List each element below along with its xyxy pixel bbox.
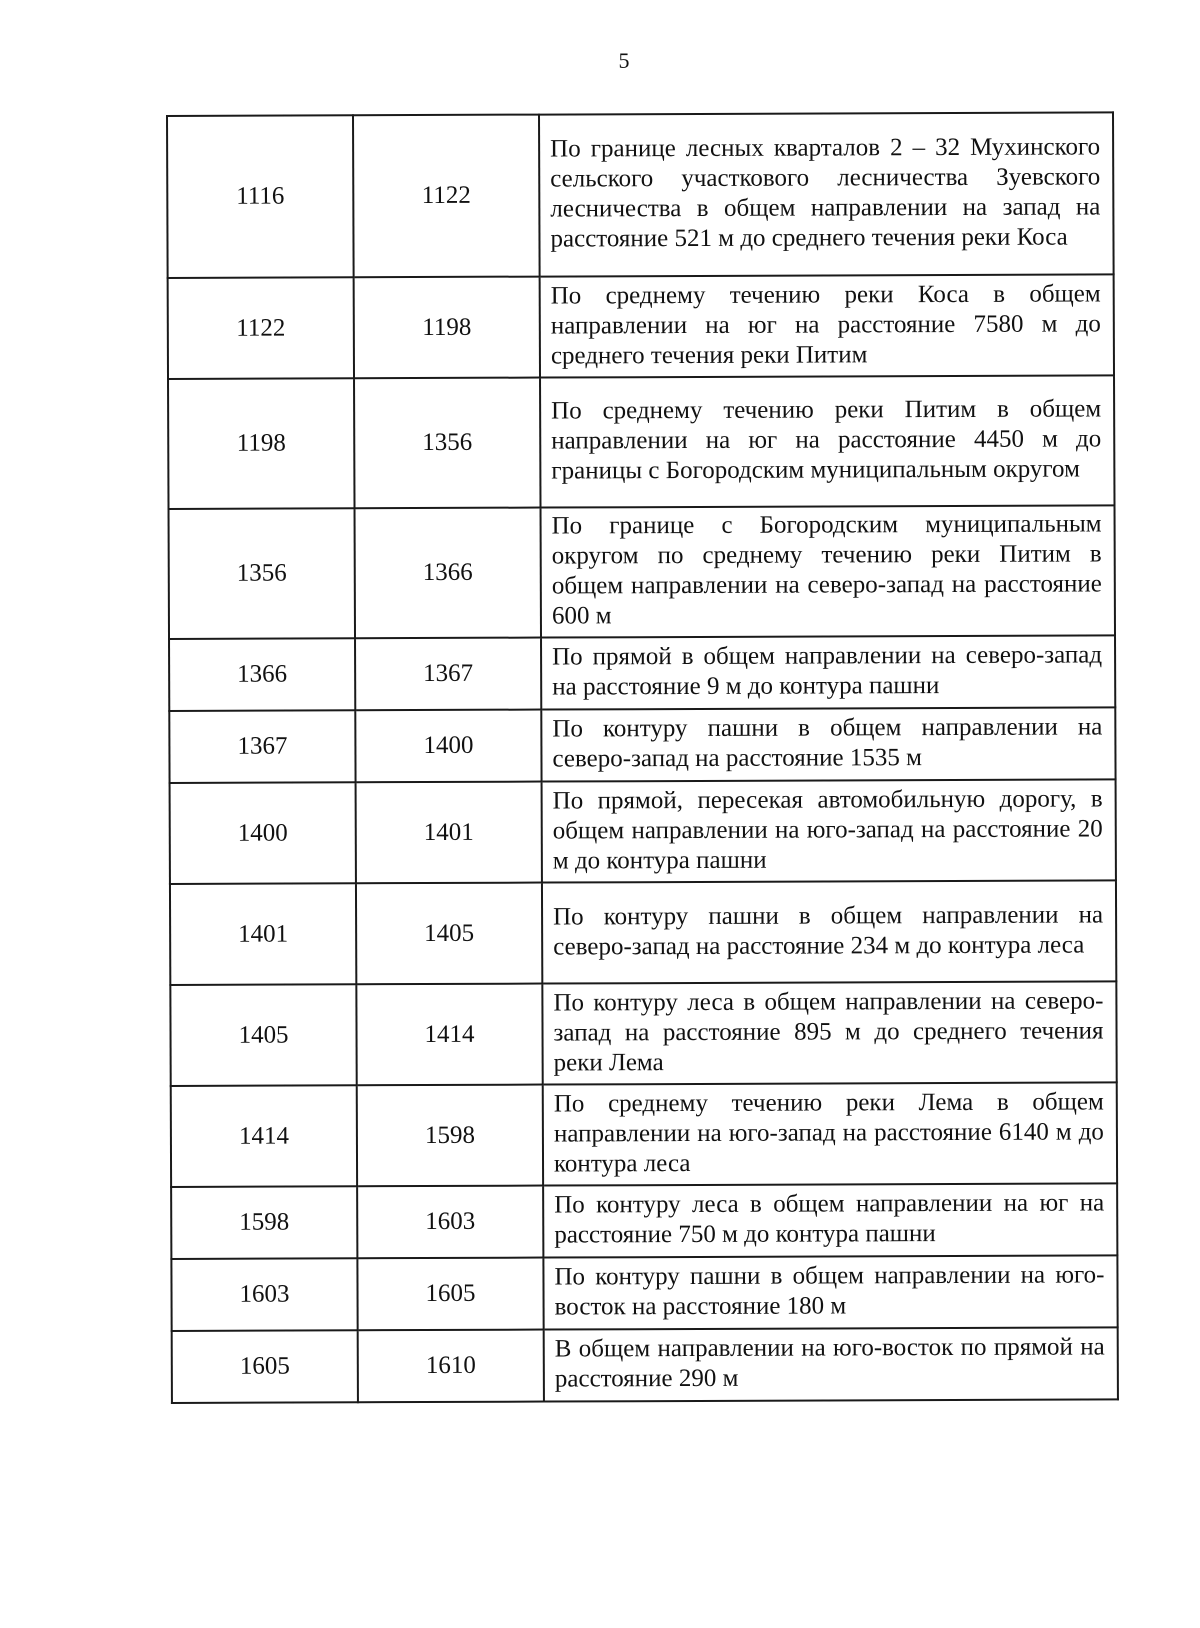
from-point-cell: 1605	[172, 1330, 358, 1403]
description-cell: По контуру пашни в общем направлении на северо-запад на расстояние 234 м до контура леса	[542, 880, 1116, 983]
to-point-cell: 1414	[356, 984, 542, 1086]
from-point-cell: 1122	[168, 277, 354, 379]
from-point-cell: 1405	[170, 984, 356, 1086]
table-row	[169, 707, 1115, 783]
description-cell: По среднему течению реки Питим в общем направлении на юг на расстояние 4450 м до границы с Богородским муниципальным округом	[540, 375, 1114, 507]
to-point-cell: 1366	[355, 508, 541, 639]
description-cell: По контуру пашни в общем направлении на юго-восток на расстояние 180 м	[543, 1255, 1117, 1329]
from-point-cell: 1414	[171, 1085, 357, 1187]
description-cell: По границе с Богородским муниципальным округом по среднему течению реки Питим в общем направлении на северо-запад на расстояние 600 м	[541, 505, 1115, 637]
description-cell: По границе лесных кварталов 2 – 32 Мухинского сельского участкового лесничества Зуевского лесничества в общем направлении на запад на расстояние 521 м до среднего течения реки Коса	[539, 112, 1114, 276]
from-point-cell: 1116	[167, 115, 354, 278]
description-cell: По прямой в общем направлении на северо-запад на расстояние 9 м до контура пашни	[541, 635, 1115, 709]
description-cell: По контуру леса в общем направлении на северо-запад на расстояние 895 м до среднего течения реки Лема	[542, 981, 1116, 1084]
table-row	[172, 1327, 1118, 1403]
description-cell: По прямой, пересекая автомобильную дорогу, в общем направлении на юго-запад на расстояние 20 м до контура пашни	[542, 779, 1116, 882]
from-point-cell: 1400	[170, 782, 356, 884]
table-row	[168, 274, 1114, 379]
table-row	[170, 981, 1116, 1086]
description-cell: По среднему течению реки Коса в общем направлении на юг на расстояние 7580 м до среднего течения реки Питим	[540, 274, 1114, 377]
table-row	[167, 112, 1114, 278]
to-point-cell: 1198	[354, 277, 540, 379]
from-point-cell: 1401	[170, 883, 356, 985]
page-number: 5	[618, 48, 630, 73]
description-cell: В общем направлении на юго-восток по прямой на расстояние 290 м	[544, 1327, 1118, 1401]
description-cell: По контуру пашни в общем направлении на северо-запад на расстояние 1535 м	[541, 707, 1115, 781]
to-point-cell: 1401	[356, 782, 542, 884]
from-point-cell: 1366	[169, 638, 355, 711]
to-point-cell: 1122	[353, 115, 540, 278]
table-row	[171, 1183, 1117, 1259]
from-point-cell: 1198	[168, 378, 354, 509]
description-cell: По контуру леса в общем направлении на юг на расстояние 750 м до контура пашни	[543, 1183, 1117, 1257]
table-row	[171, 1255, 1117, 1331]
table-row	[171, 1082, 1117, 1187]
table-row	[170, 779, 1116, 884]
description-cell: По среднему течению реки Лема в общем направлении на юго-запад на расстояние 6140 м до контура леса	[543, 1082, 1117, 1185]
to-point-cell: 1610	[358, 1330, 544, 1403]
from-point-cell: 1603	[171, 1258, 357, 1331]
to-point-cell: 1356	[354, 378, 540, 509]
boundary-table	[166, 111, 1119, 1404]
table-row	[169, 505, 1115, 639]
to-point-cell: 1405	[356, 883, 542, 985]
to-point-cell: 1603	[357, 1186, 543, 1259]
to-point-cell: 1598	[357, 1085, 543, 1187]
from-point-cell: 1598	[171, 1186, 357, 1259]
from-point-cell: 1367	[169, 710, 355, 783]
table-row	[168, 375, 1114, 509]
table-row	[169, 635, 1115, 711]
to-point-cell: 1400	[355, 710, 541, 783]
to-point-cell: 1605	[357, 1258, 543, 1331]
table-row	[170, 880, 1116, 985]
to-point-cell: 1367	[355, 638, 541, 711]
from-point-cell: 1356	[169, 508, 355, 639]
